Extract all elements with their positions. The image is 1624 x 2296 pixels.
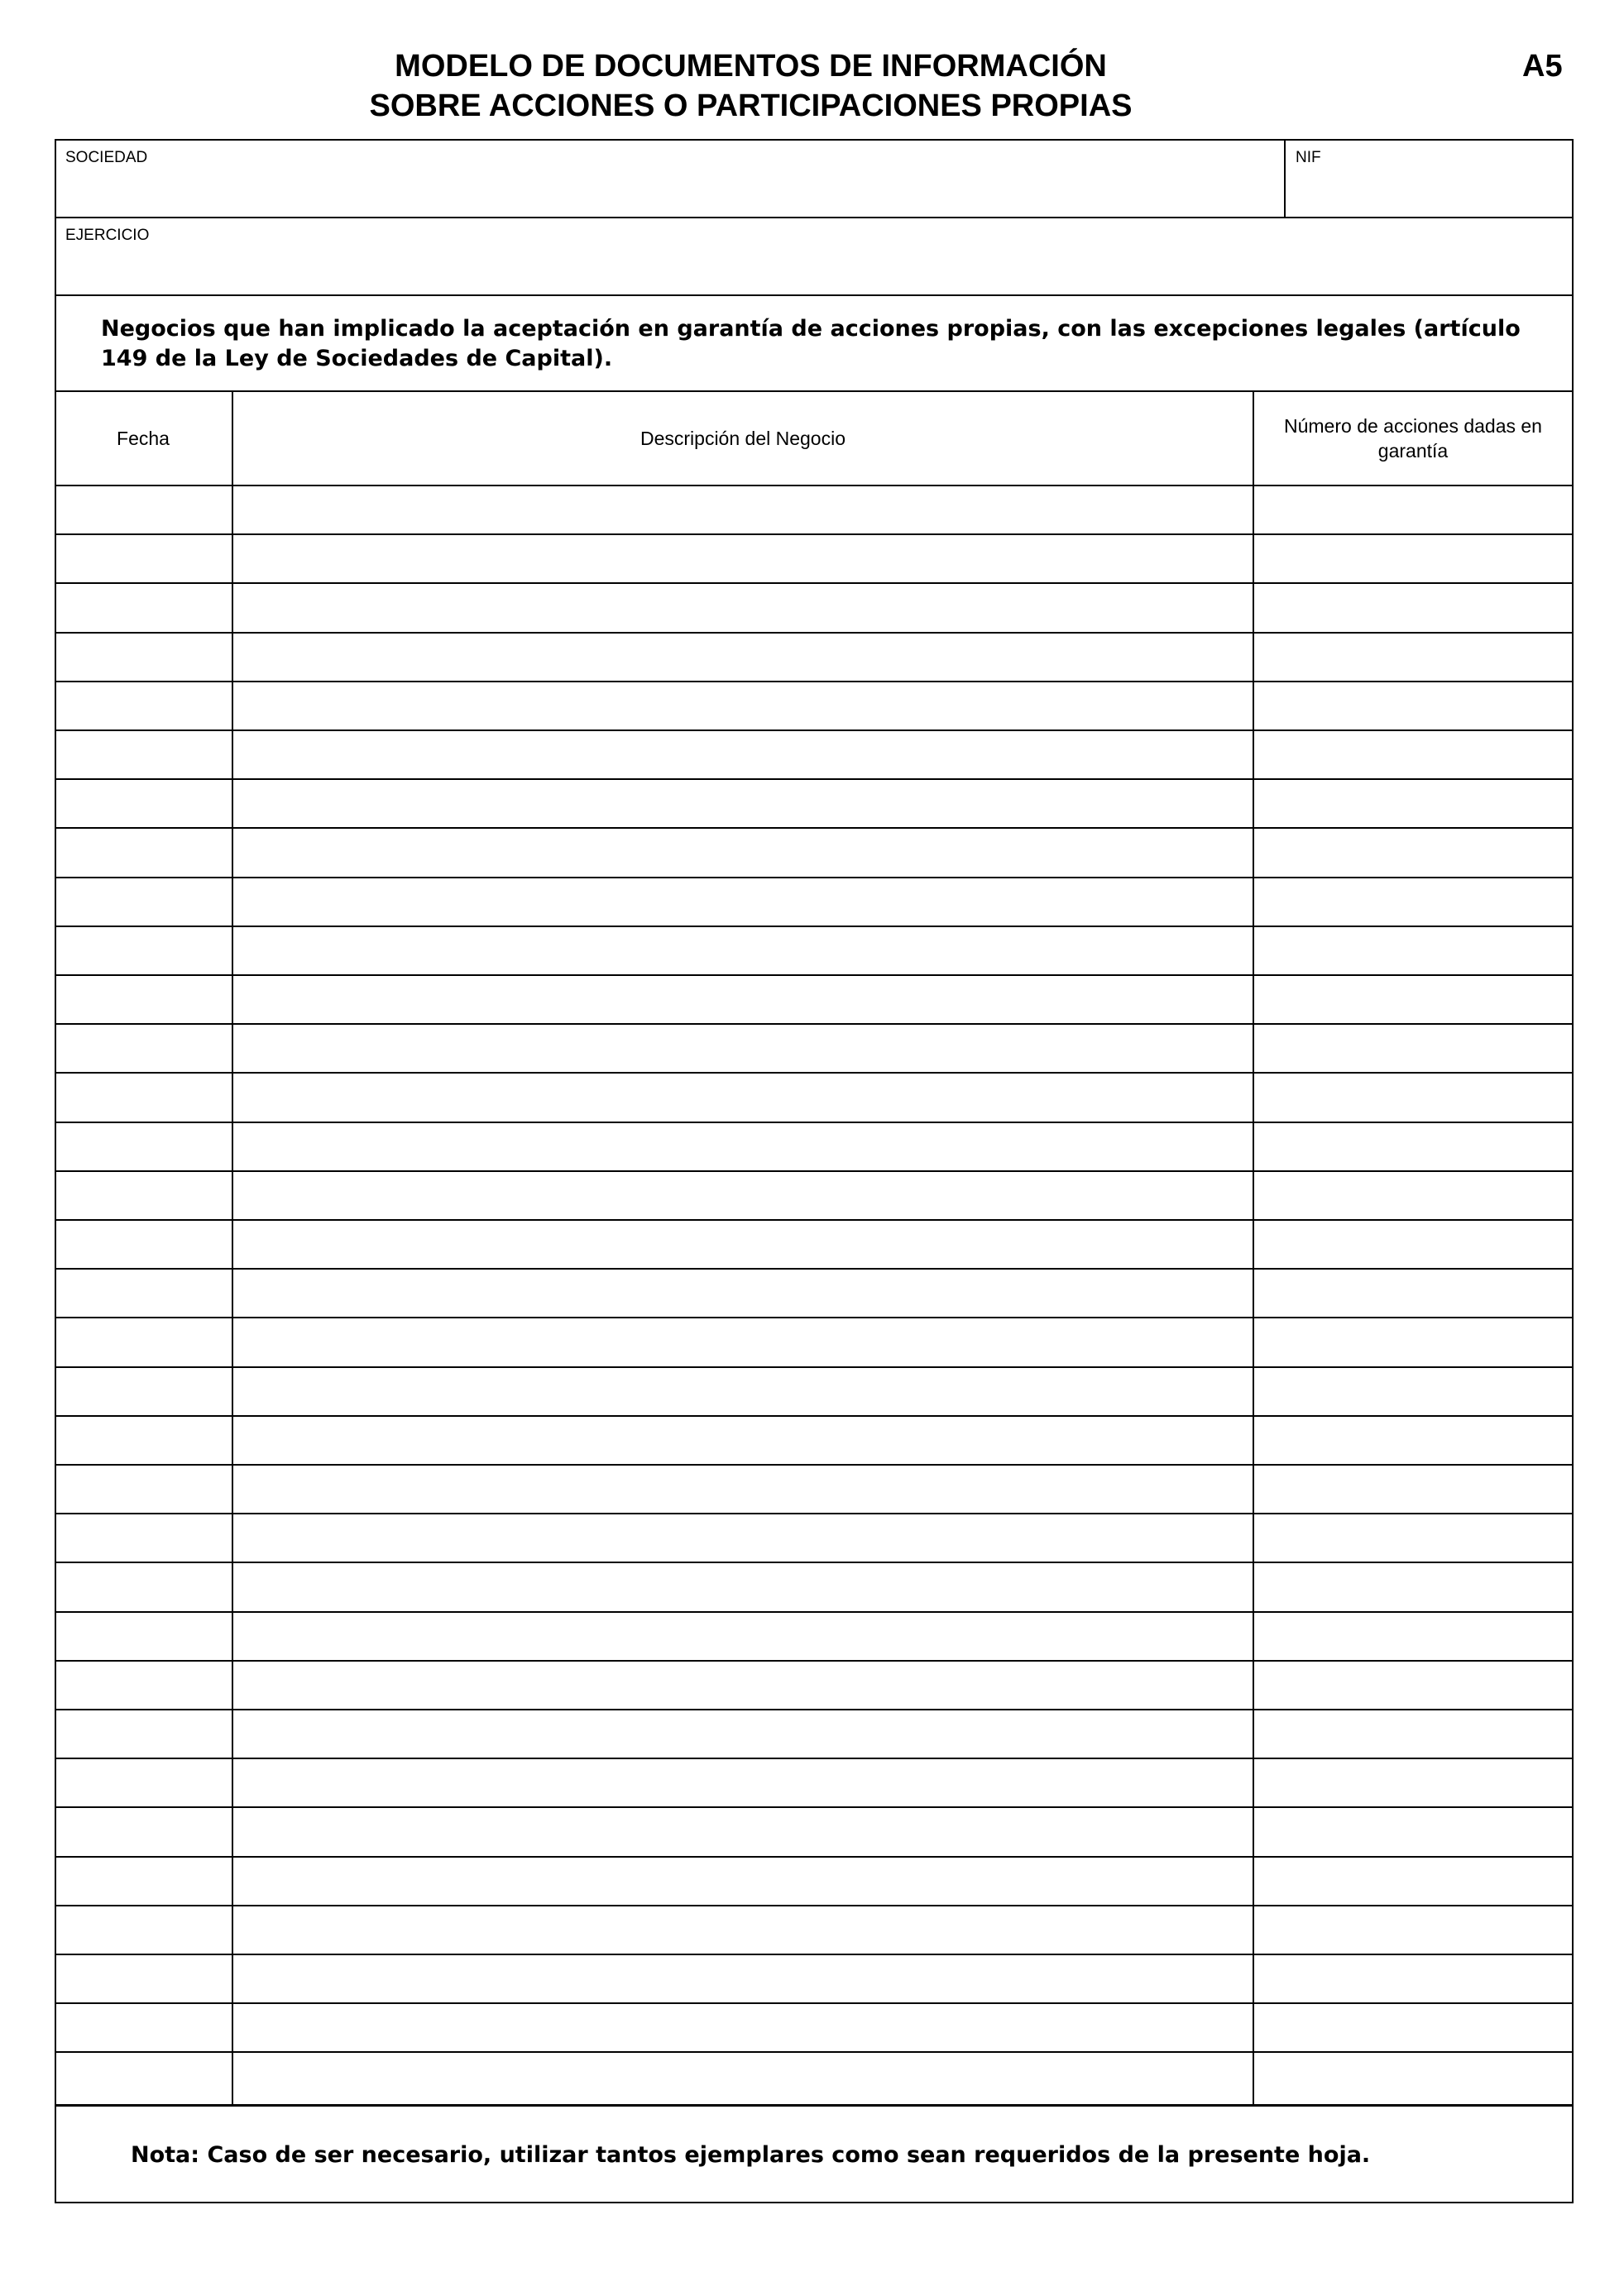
descripcion-cell[interactable] <box>233 1025 1253 1072</box>
numero-acciones-cell[interactable] <box>1254 1955 1572 2002</box>
descripcion-cell[interactable] <box>233 634 1253 681</box>
fecha-cell[interactable] <box>55 878 232 926</box>
numero-acciones-cell[interactable] <box>1254 535 1572 582</box>
numero-acciones-cell[interactable] <box>1254 1906 1572 1954</box>
fecha-cell[interactable] <box>55 1808 232 1855</box>
descripcion-cell[interactable] <box>233 731 1253 778</box>
fecha-cell[interactable] <box>55 1318 232 1366</box>
descripcion-cell[interactable] <box>233 1221 1253 1268</box>
numero-acciones-cell[interactable] <box>1254 976 1572 1023</box>
table-row <box>55 1955 1574 2004</box>
table-row <box>55 1808 1574 1857</box>
form-code: A5 <box>1522 49 1563 84</box>
table-row <box>55 1514 1574 1563</box>
numero-acciones-cell[interactable] <box>1254 2004 1572 2051</box>
fecha-cell[interactable] <box>55 780 232 827</box>
fecha-cell[interactable] <box>55 976 232 1023</box>
numero-acciones-cell[interactable] <box>1254 1270 1572 1317</box>
descripcion-cell[interactable] <box>233 1759 1253 1806</box>
descripcion-cell[interactable] <box>233 1123 1253 1170</box>
title-line-2: SOBRE ACCIONES O PARTICIPACIONES PROPIAS <box>369 88 1133 123</box>
descripcion-cell[interactable] <box>233 1858 1253 1905</box>
ejercicio-label: EJERCICIO <box>65 227 150 244</box>
table-row <box>55 1172 1574 1221</box>
title-line-1: MODELO DE DOCUMENTOS DE INFORMACIÓN <box>395 49 1107 84</box>
table-row <box>55 878 1574 927</box>
table-row <box>55 1613 1574 1662</box>
table-row <box>55 2004 1574 2053</box>
table-row <box>55 1858 1574 1906</box>
fecha-cell[interactable] <box>55 634 232 681</box>
footer-note: Nota: Caso de ser necesario, utilizar tantos ejemplares como sean requeridos de la presente hoja. <box>131 2142 1371 2168</box>
descripcion-cell[interactable] <box>233 2053 1253 2102</box>
numero-acciones-cell[interactable] <box>1254 1172 1572 1219</box>
fecha-cell[interactable] <box>55 1906 232 1954</box>
numero-acciones-cell[interactable] <box>1254 1858 1572 1905</box>
table-row <box>55 927 1574 976</box>
fecha-cell[interactable] <box>55 731 232 778</box>
fecha-cell[interactable] <box>55 1466 232 1513</box>
table-row <box>55 1368 1574 1417</box>
descripcion-cell[interactable] <box>233 1172 1253 1219</box>
numero-acciones-cell[interactable] <box>1254 634 1572 681</box>
table-row <box>55 731 1574 780</box>
table-row <box>55 1710 1574 1759</box>
column-header-descripcion: Descripción del Negocio <box>640 428 846 449</box>
table-row <box>55 1417 1574 1466</box>
fecha-cell[interactable] <box>55 2053 232 2102</box>
numero-acciones-cell[interactable] <box>1254 682 1572 729</box>
numero-acciones-cell[interactable] <box>1254 829 1572 876</box>
descripcion-cell[interactable] <box>233 1710 1253 1758</box>
fecha-cell[interactable] <box>55 829 232 876</box>
table-row <box>55 1466 1574 1514</box>
fecha-cell[interactable] <box>55 1858 232 1905</box>
descripcion-cell[interactable] <box>233 1955 1253 2002</box>
numero-acciones-cell[interactable] <box>1254 1613 1572 1660</box>
descripcion-cell[interactable] <box>233 1318 1253 1366</box>
table-row <box>55 584 1574 633</box>
table-row <box>55 1318 1574 1367</box>
descripcion-cell[interactable] <box>233 535 1253 582</box>
fecha-cell[interactable] <box>55 1025 232 1072</box>
sociedad-bottom-rule <box>55 217 1574 218</box>
numero-acciones-cell[interactable] <box>1254 1123 1572 1170</box>
table-row <box>55 1123 1574 1172</box>
column-header-fecha: Fecha <box>117 428 170 449</box>
fecha-cell[interactable] <box>55 1172 232 1219</box>
fecha-cell[interactable] <box>55 584 232 631</box>
descripcion-cell[interactable] <box>233 829 1253 876</box>
descripcion-cell[interactable] <box>233 1368 1253 1415</box>
descripcion-cell[interactable] <box>233 1613 1253 1660</box>
fecha-cell[interactable] <box>55 1710 232 1758</box>
descripcion-cell[interactable] <box>233 584 1253 631</box>
numero-acciones-cell[interactable] <box>1254 927 1572 974</box>
table-row <box>55 976 1574 1025</box>
numero-acciones-cell[interactable] <box>1254 1563 1572 1610</box>
descripcion-cell[interactable] <box>233 1466 1253 1513</box>
table-row <box>55 780 1574 829</box>
fecha-cell[interactable] <box>55 1514 232 1562</box>
table-row <box>55 1074 1574 1122</box>
descripcion-cell[interactable] <box>233 1074 1253 1121</box>
descripcion-cell[interactable] <box>233 1417 1253 1464</box>
fecha-cell[interactable] <box>55 1368 232 1415</box>
sociedad-nif-divider <box>1284 139 1286 217</box>
table-row <box>55 634 1574 682</box>
fecha-cell[interactable] <box>55 1221 232 1268</box>
numero-acciones-cell[interactable] <box>1254 1808 1572 1855</box>
table-row <box>55 535 1574 584</box>
table-row <box>55 2053 1574 2102</box>
fecha-cell[interactable] <box>55 1955 232 2002</box>
numero-acciones-cell[interactable] <box>1254 1074 1572 1121</box>
fecha-cell[interactable] <box>55 1123 232 1170</box>
fecha-cell[interactable] <box>55 1613 232 1660</box>
numero-acciones-cell[interactable] <box>1254 584 1572 631</box>
numero-acciones-cell[interactable] <box>1254 1221 1572 1268</box>
numero-acciones-cell[interactable] <box>1254 878 1572 926</box>
ejercicio-bottom-rule <box>55 294 1574 296</box>
section-heading: Negocios que han implicado la aceptación en garantía de acciones propias, con las excepciones legales (artículo 149 de la Ley de Sociedades de Capital). <box>101 316 1521 371</box>
descripcion-cell[interactable] <box>233 1270 1253 1317</box>
table-row <box>55 1662 1574 1710</box>
numero-acciones-cell[interactable] <box>1254 780 1572 827</box>
fecha-cell[interactable] <box>55 2004 232 2051</box>
sociedad-label: SOCIEDAD <box>65 149 148 166</box>
table-row <box>55 486 1574 535</box>
table-row <box>55 1025 1574 1074</box>
fecha-cell[interactable] <box>55 1759 232 1806</box>
numero-acciones-cell[interactable] <box>1254 1025 1572 1072</box>
fecha-cell[interactable] <box>55 1662 232 1709</box>
numero-acciones-cell[interactable] <box>1254 1466 1572 1513</box>
descripcion-cell[interactable] <box>233 682 1253 729</box>
numero-acciones-cell[interactable] <box>1254 1514 1572 1562</box>
fecha-cell[interactable] <box>55 927 232 974</box>
fecha-cell[interactable] <box>55 1270 232 1317</box>
descripcion-cell[interactable] <box>233 927 1253 974</box>
table-row <box>55 1270 1574 1318</box>
numero-acciones-cell[interactable] <box>1254 731 1572 778</box>
table-row <box>55 1221 1574 1270</box>
column-header-numero-acciones: Número de acciones dadas en garantía <box>1284 415 1542 462</box>
fecha-cell[interactable] <box>55 682 232 729</box>
table-row <box>55 1563 1574 1612</box>
numero-acciones-cell[interactable] <box>1254 1662 1572 1709</box>
nif-label: NIF <box>1296 149 1321 166</box>
descripcion-cell[interactable] <box>233 1808 1253 1855</box>
numero-acciones-cell[interactable] <box>1254 1759 1572 1806</box>
fecha-cell[interactable] <box>55 1074 232 1121</box>
numero-acciones-cell[interactable] <box>1254 2053 1572 2102</box>
table-bottom-rule <box>55 2104 1574 2107</box>
document-title <box>0 46 1502 126</box>
table-row <box>55 682 1574 731</box>
fecha-cell[interactable] <box>55 486 232 533</box>
fecha-cell[interactable] <box>55 535 232 582</box>
fecha-cell[interactable] <box>55 1417 232 1464</box>
table-row <box>55 829 1574 878</box>
fecha-cell[interactable] <box>55 1563 232 1610</box>
descripcion-cell[interactable] <box>233 1563 1253 1610</box>
numero-acciones-cell[interactable] <box>1254 1417 1572 1464</box>
descripcion-cell[interactable] <box>233 976 1253 1023</box>
descripcion-cell[interactable] <box>233 486 1253 533</box>
descripcion-cell[interactable] <box>233 1662 1253 1709</box>
descripcion-cell[interactable] <box>233 878 1253 926</box>
descripcion-cell[interactable] <box>233 1514 1253 1562</box>
table-row <box>55 1906 1574 1955</box>
numero-acciones-cell[interactable] <box>1254 1368 1572 1415</box>
table-row <box>55 1759 1574 1808</box>
descripcion-cell[interactable] <box>233 780 1253 827</box>
numero-acciones-cell[interactable] <box>1254 1710 1572 1758</box>
descripcion-cell[interactable] <box>233 1906 1253 1954</box>
numero-acciones-cell[interactable] <box>1254 1318 1572 1366</box>
descripcion-cell[interactable] <box>233 2004 1253 2051</box>
numero-acciones-cell[interactable] <box>1254 486 1572 533</box>
